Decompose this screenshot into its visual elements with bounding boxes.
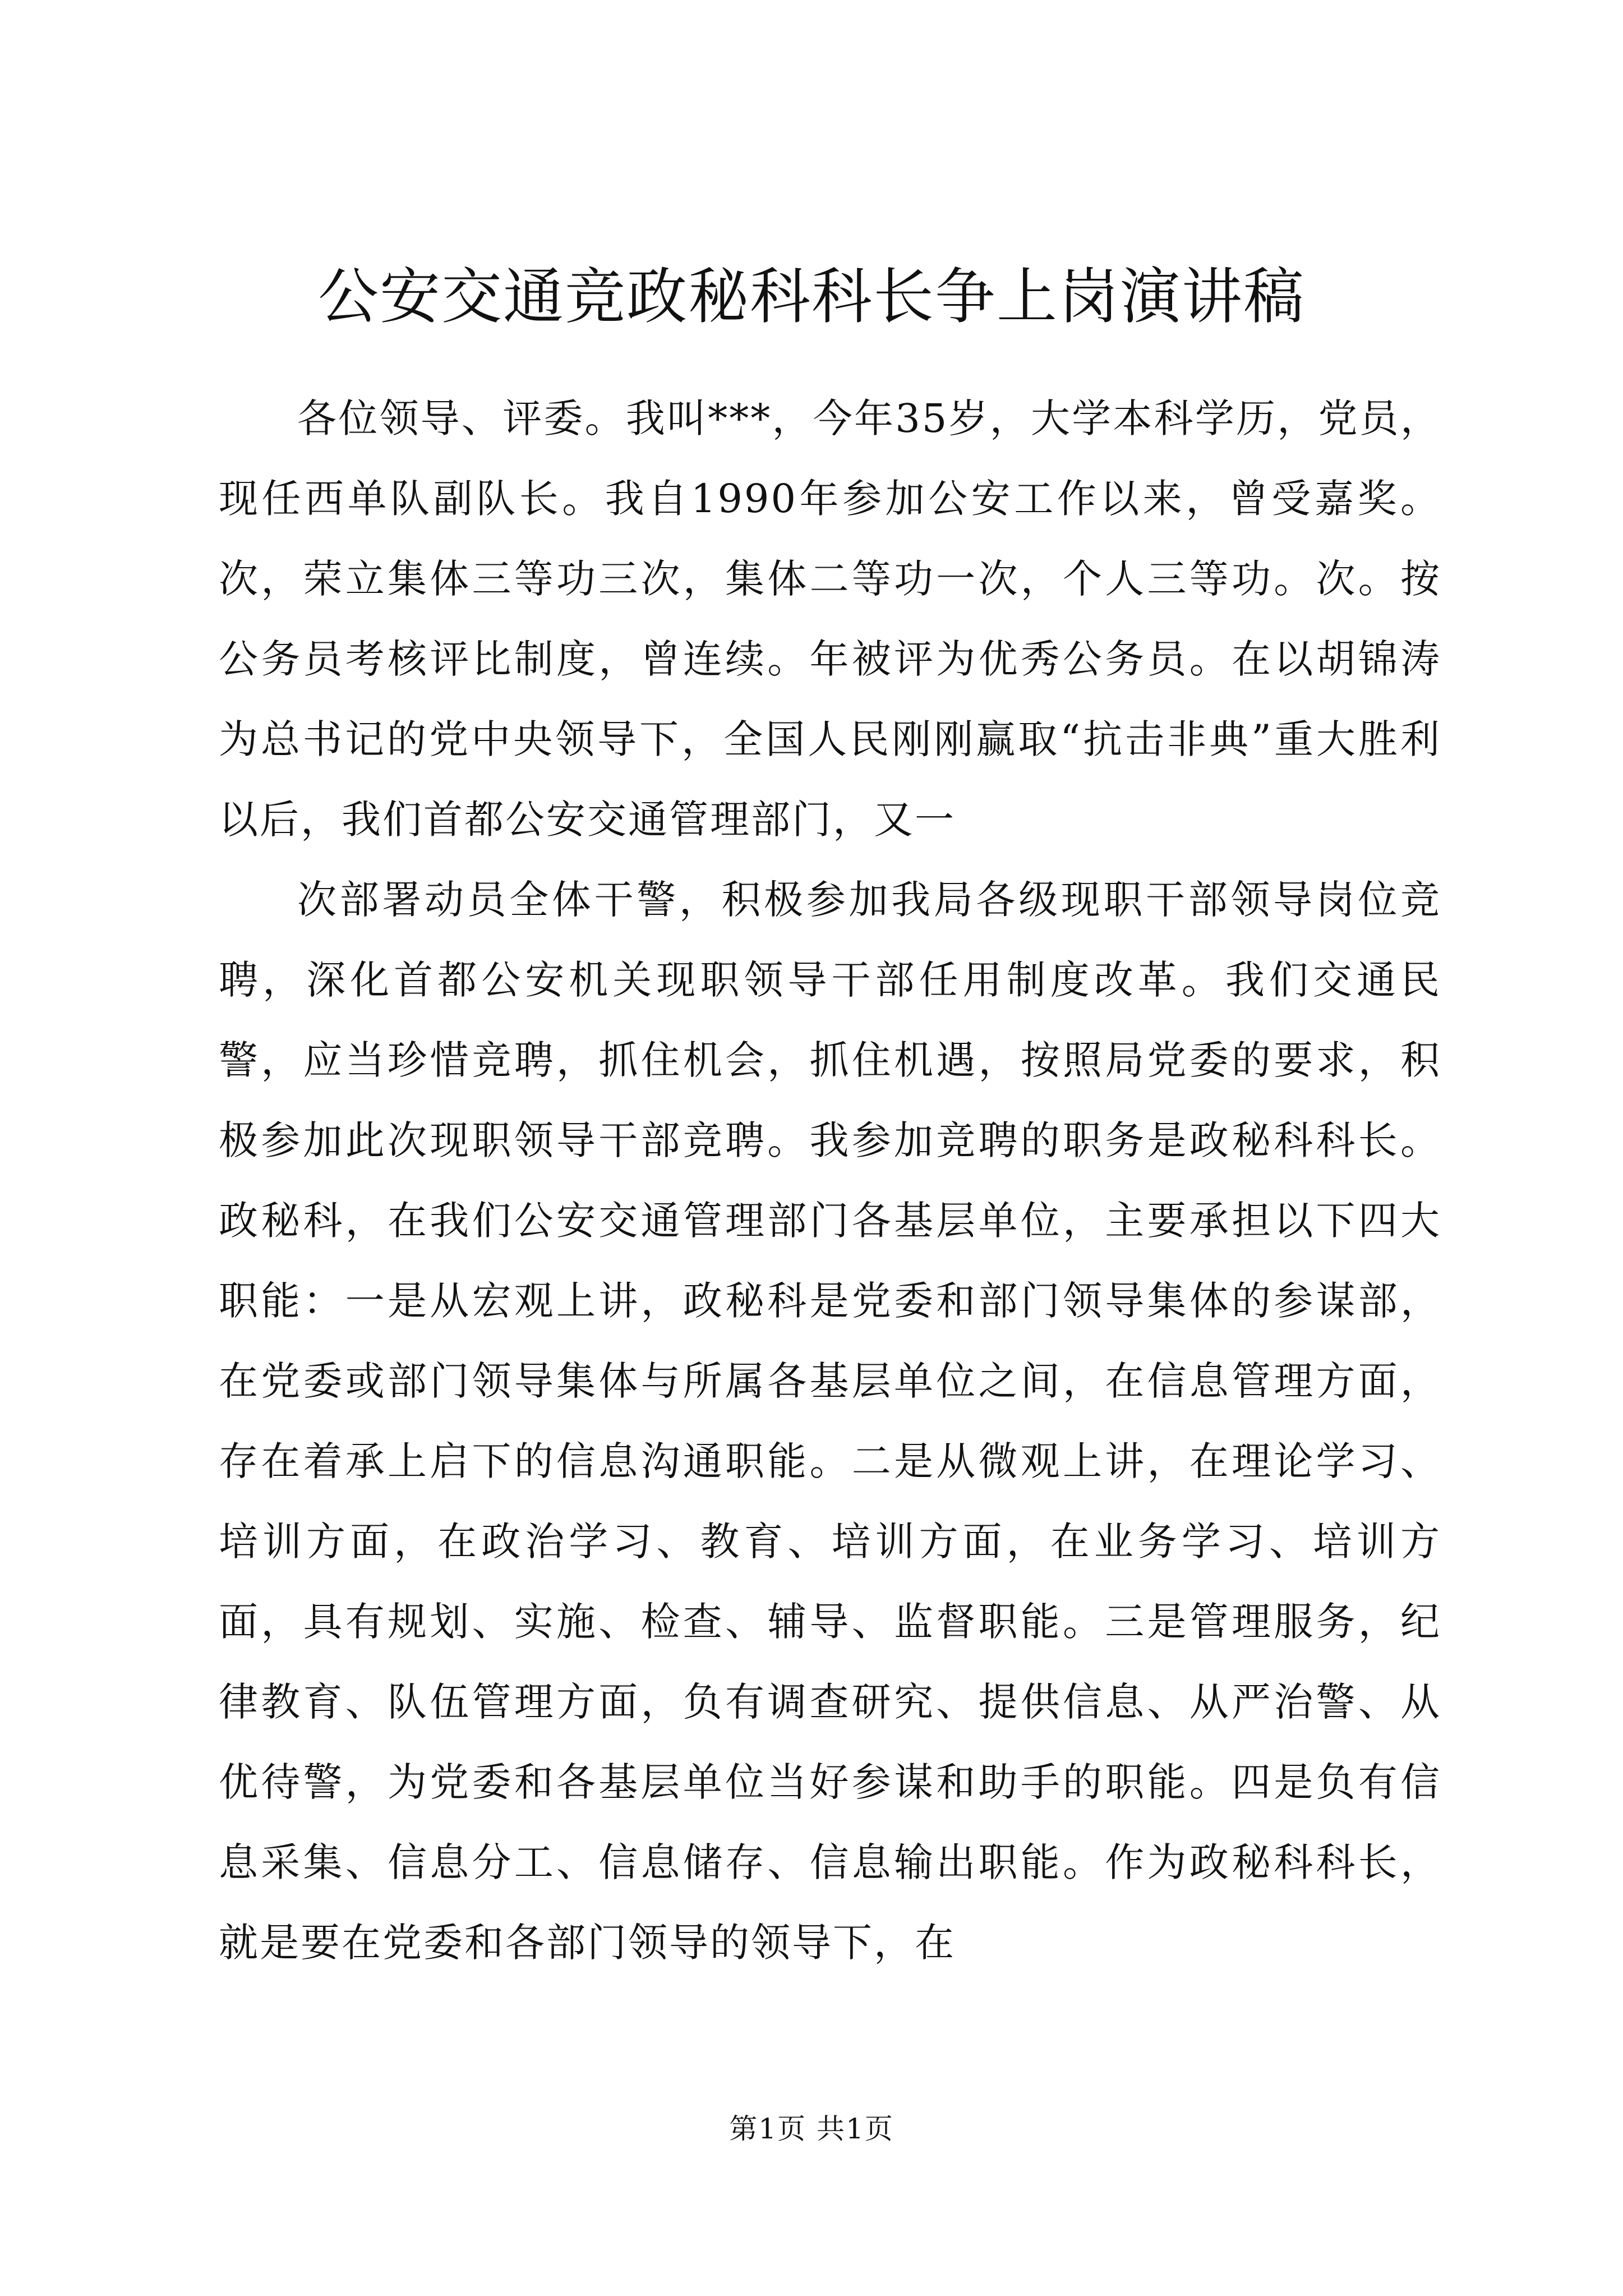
document-body — [219, 379, 1441, 1983]
page-footer: 第1页 共1页 — [729, 2113, 894, 2145]
paragraph-2: 次部署动员全体干警，积极参加我局各级现职干部领导岗位竞聘，深化首都公安机关现职领导干部任用制度改革。我们交通民警，应当珍惜竞聘，抓住机会，抓住机遇，按照局党委的要求，积极参加此次现职领导干部竞聘。我参加竞聘的职务是政秘科科长。政秘科，在我们公安交通管理部门各基层单位，主要承担以下四大职能：一是从宏观上讲，政秘科是党委和部门领导集体的参谋部，在党委或部门领导集体与所属各基层单位之间，在信息管理方面，存在着承上启下的信息沟通职能。二是从微观上讲，在理论学习、培训方面，在政治学习、教育、培训方面，在业务学习、培训方面，具有规划、实施、检查、辅导、监督职能。三是管理服务，纪律教育、队伍管理方面，负有调查研究、提供信息、从严治警、从优待警，为党委和各基层单位当好参谋和助手的职能。四是负有信息采集、信息分工、信息储存、信息输出职能。作为政秘科科长，就是要在党委和各部门领导的领导下，在 — [219, 877, 1441, 1966]
document-title: 公安交通竞政秘科科长争上岗演讲稿 — [317, 262, 1305, 332]
paragraph-1: 各位领导、评委。我叫***，今年35岁，大学本科学历，党员，现任西单队副队长。我自1990年参加公安工作以来，曾受嘉奖。次，荣立集体三等功三次，集体二等功一次，个人三等功。次。按公务员考核评比制度，曾连续。年被评为优秀公务员。在以胡锦涛为总书记的党中央领导下，全国人民刚刚赢取“抗击非典”重大胜利以后，我们首都公安交通管理部门，又一 — [219, 395, 1441, 843]
